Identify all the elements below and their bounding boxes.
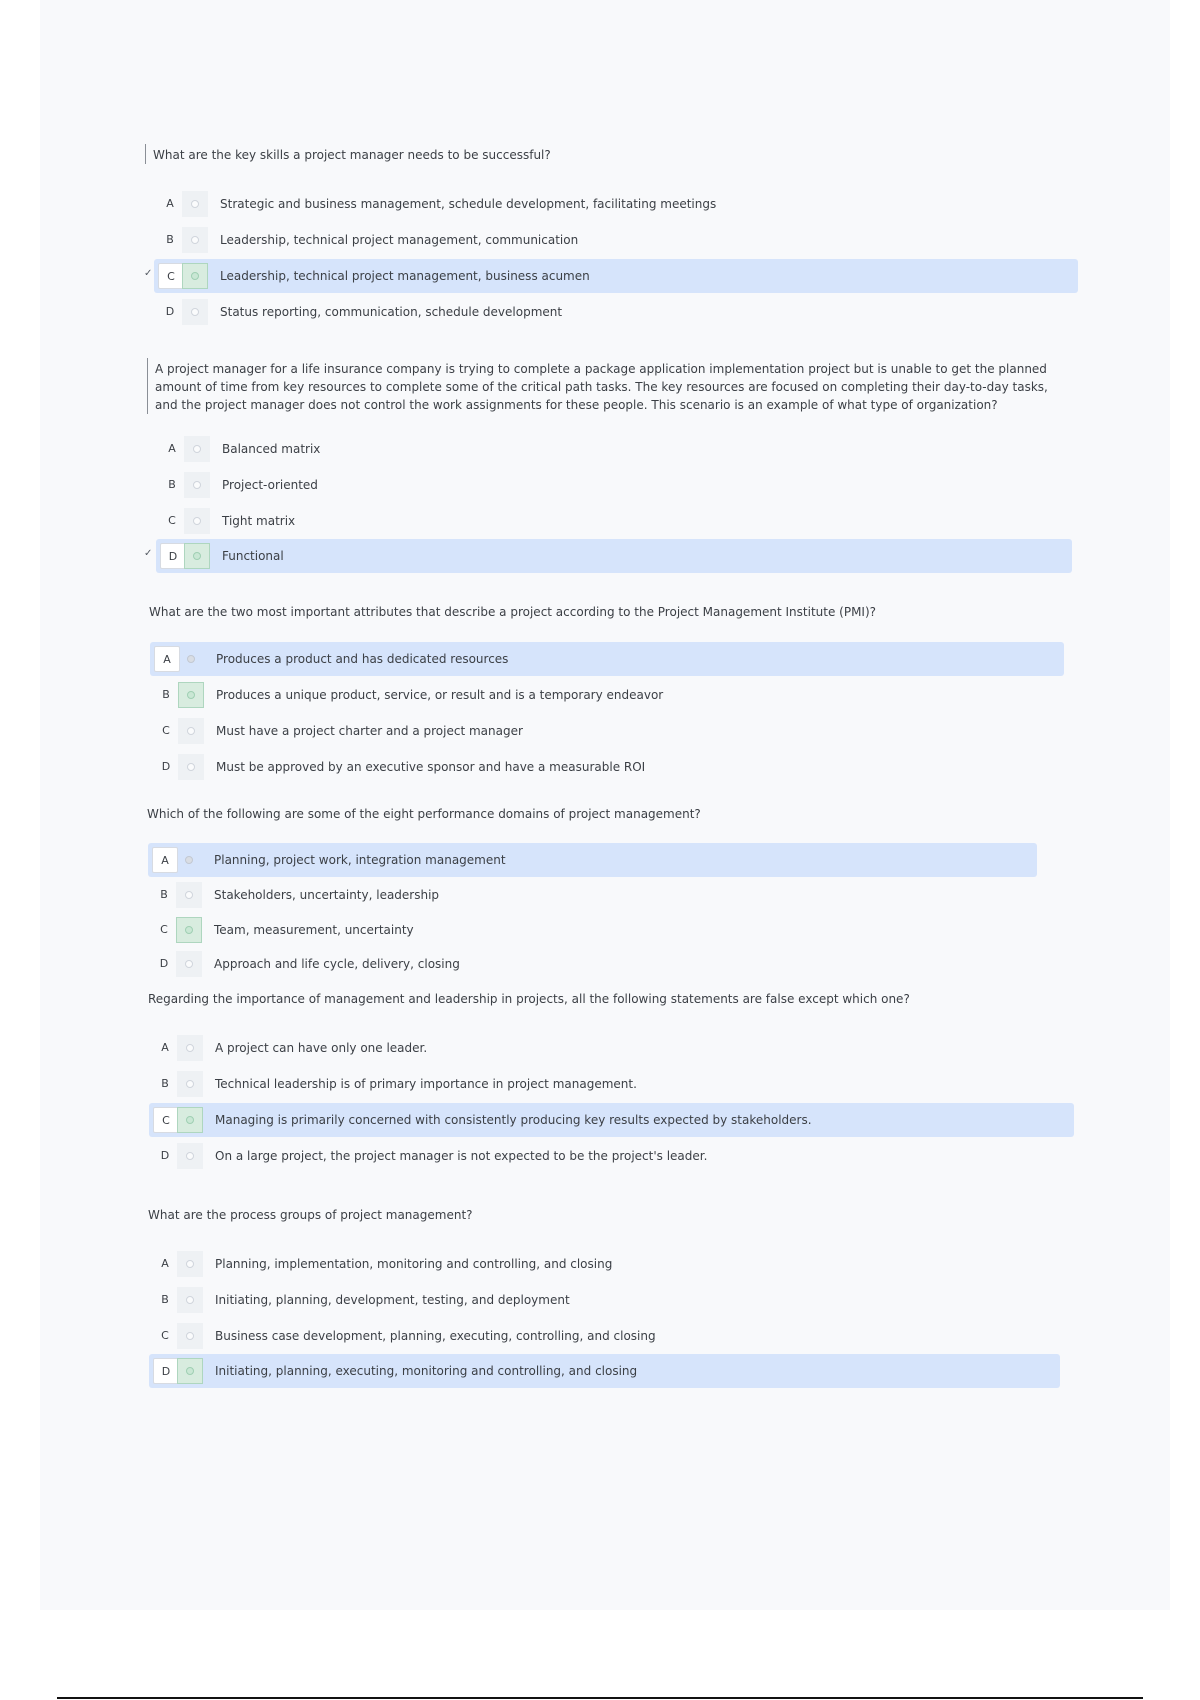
option-letter: B bbox=[160, 887, 168, 901]
radio-dot-icon bbox=[187, 763, 195, 771]
option-letter: A bbox=[152, 847, 178, 873]
radio-button[interactable] bbox=[176, 951, 202, 977]
option-letter: A bbox=[166, 196, 174, 210]
option-d-selected[interactable] bbox=[156, 539, 1072, 573]
radio-dot-icon bbox=[186, 1044, 194, 1052]
option-letter: B bbox=[161, 1076, 169, 1090]
option-text: Business case development, planning, executing, controlling, and closing bbox=[215, 1329, 656, 1343]
question-text: What are the process groups of project management? bbox=[148, 1208, 473, 1222]
radio-dot-icon bbox=[185, 960, 193, 968]
question-text: What are the key skills a project manager needs to be successful? bbox=[153, 148, 551, 162]
option-b[interactable] bbox=[149, 1283, 1060, 1317]
radio-dot-icon bbox=[191, 272, 199, 280]
radio-dot-icon bbox=[185, 856, 193, 864]
radio-button[interactable] bbox=[182, 299, 208, 325]
radio-button[interactable] bbox=[178, 718, 204, 744]
option-letter: D bbox=[160, 1148, 170, 1162]
radio-button-correct[interactable] bbox=[184, 543, 210, 569]
option-text: Must be approved by an executive sponsor and have a measurable ROI bbox=[216, 760, 646, 774]
option-b[interactable] bbox=[156, 468, 1072, 502]
option-letter: C bbox=[168, 513, 176, 527]
question-3 bbox=[149, 603, 1079, 621]
option-text: Status reporting, communication, schedule development bbox=[220, 305, 563, 319]
radio-dot-icon bbox=[187, 655, 195, 663]
option-text: Produces a product and has dedicated resources bbox=[216, 652, 509, 666]
option-text: Produces a unique product, service, or result and is a temporary endeavor bbox=[216, 688, 664, 702]
option-d[interactable] bbox=[148, 947, 1037, 981]
question-4 bbox=[147, 805, 1077, 823]
radio-dot-icon bbox=[191, 308, 199, 316]
option-text: Balanced matrix bbox=[222, 442, 321, 456]
option-text: Team, measurement, uncertainty bbox=[214, 923, 414, 937]
option-letter: A bbox=[154, 646, 180, 672]
question-text: A project manager for a life insurance company is trying to complete a package application implementation project but is unable to get the planned amount of time from key resources to complete some of the critical path tasks. The key resources are focused on completing their day-to-day tasks, and the project manager does not control the work assignments for these people. This scenario is an example of what type of organization? bbox=[155, 362, 1048, 412]
option-text: Tight matrix bbox=[222, 514, 296, 528]
option-d[interactable] bbox=[154, 295, 1078, 329]
radio-button[interactable] bbox=[184, 436, 210, 462]
question-1 bbox=[153, 146, 1083, 164]
option-c[interactable] bbox=[149, 1319, 1060, 1353]
option-d-selected[interactable] bbox=[149, 1354, 1060, 1388]
radio-button[interactable] bbox=[182, 227, 208, 253]
checkmark-icon: ✓ bbox=[144, 548, 153, 559]
option-letter: B bbox=[161, 1292, 169, 1306]
option-text: Initiating, planning, development, testing, and deployment bbox=[215, 1293, 570, 1307]
option-letter: D bbox=[160, 543, 186, 569]
radio-button[interactable] bbox=[176, 882, 202, 908]
radio-button[interactable] bbox=[177, 1143, 203, 1169]
radio-button[interactable] bbox=[177, 1287, 203, 1313]
question-6 bbox=[148, 1206, 1078, 1224]
option-c[interactable] bbox=[156, 504, 1072, 538]
option-c-selected[interactable] bbox=[149, 1103, 1074, 1137]
option-letter: C bbox=[158, 263, 184, 289]
option-a-selected[interactable] bbox=[150, 642, 1064, 676]
radio-dot-icon bbox=[186, 1332, 194, 1340]
option-b[interactable] bbox=[154, 223, 1078, 257]
option-a-selected[interactable] bbox=[148, 843, 1037, 877]
option-letter: C bbox=[162, 723, 170, 737]
option-letter: A bbox=[161, 1040, 169, 1054]
radio-dot-icon bbox=[186, 1152, 194, 1160]
radio-button[interactable] bbox=[177, 1251, 203, 1277]
option-letter: D bbox=[159, 956, 169, 970]
radio-button-correct[interactable] bbox=[177, 1107, 203, 1133]
option-text: Leadership, technical project management, business acumen bbox=[220, 269, 590, 283]
radio-button-correct[interactable] bbox=[182, 263, 208, 289]
radio-button[interactable] bbox=[177, 1323, 203, 1349]
option-letter: B bbox=[168, 477, 176, 491]
option-d[interactable] bbox=[149, 1139, 1074, 1173]
radio-dot-icon bbox=[186, 1260, 194, 1268]
radio-dot-icon bbox=[186, 1116, 194, 1124]
radio-button-correct[interactable] bbox=[176, 917, 202, 943]
option-text: Planning, project work, integration management bbox=[214, 853, 506, 867]
option-letter: D bbox=[161, 759, 171, 773]
radio-dot-icon bbox=[191, 236, 199, 244]
option-text: Planning, implementation, monitoring and controlling, and closing bbox=[215, 1257, 613, 1271]
radio-button[interactable] bbox=[182, 191, 208, 217]
option-c[interactable] bbox=[150, 714, 1064, 748]
radio-dot-icon bbox=[187, 727, 195, 735]
radio-button[interactable] bbox=[184, 508, 210, 534]
option-a[interactable] bbox=[149, 1031, 1074, 1065]
question-5 bbox=[148, 990, 1078, 1008]
radio-button[interactable] bbox=[178, 646, 204, 672]
question-2 bbox=[155, 360, 1073, 414]
option-letter: C bbox=[161, 1328, 169, 1342]
option-letter: D bbox=[153, 1358, 179, 1384]
option-c[interactable] bbox=[148, 913, 1037, 947]
option-text: Technical leadership is of primary importance in project management. bbox=[215, 1077, 637, 1091]
radio-dot-icon bbox=[185, 891, 193, 899]
option-text: Approach and life cycle, delivery, closing bbox=[214, 957, 460, 971]
radio-dot-icon bbox=[186, 1367, 194, 1375]
option-text: On a large project, the project manager is not expected to be the project's leader. bbox=[215, 1149, 708, 1163]
radio-dot-icon bbox=[186, 1296, 194, 1304]
option-letter: A bbox=[168, 441, 176, 455]
option-letter: C bbox=[153, 1107, 179, 1133]
question-text: What are the two most important attributes that describe a project according to the Project Management Institute (PMI)? bbox=[149, 605, 877, 619]
radio-dot-icon bbox=[185, 926, 193, 934]
question-text: Regarding the importance of management and leadership in projects, all the following statements are false except which one? bbox=[148, 992, 910, 1006]
radio-dot-icon bbox=[193, 552, 201, 560]
radio-dot-icon bbox=[193, 445, 201, 453]
option-text: A project can have only one leader. bbox=[215, 1041, 428, 1055]
question-text: Which of the following are some of the eight performance domains of project management? bbox=[147, 807, 701, 821]
option-b[interactable] bbox=[148, 878, 1037, 912]
option-b[interactable] bbox=[149, 1067, 1074, 1101]
radio-dot-icon bbox=[193, 481, 201, 489]
footer-divider bbox=[57, 1697, 1143, 1699]
option-letter: C bbox=[160, 922, 168, 936]
option-a[interactable] bbox=[156, 432, 1072, 466]
radio-dot-icon bbox=[187, 691, 195, 699]
option-letter: A bbox=[161, 1256, 169, 1270]
radio-button[interactable] bbox=[177, 1071, 203, 1097]
radio-dot-icon bbox=[186, 1080, 194, 1088]
option-letter: B bbox=[162, 687, 170, 701]
option-text: Leadership, technical project management, communication bbox=[220, 233, 579, 247]
option-a[interactable] bbox=[154, 187, 1078, 221]
option-text: Functional bbox=[222, 549, 284, 563]
radio-button[interactable] bbox=[177, 1035, 203, 1061]
option-text: Initiating, planning, executing, monitoring and controlling, and closing bbox=[215, 1364, 638, 1378]
radio-button[interactable] bbox=[176, 847, 202, 873]
option-text: Stakeholders, uncertainty, leadership bbox=[214, 888, 440, 902]
checkmark-icon: ✓ bbox=[144, 268, 153, 279]
radio-dot-icon bbox=[193, 517, 201, 525]
option-b[interactable] bbox=[150, 678, 1064, 712]
radio-button[interactable] bbox=[178, 754, 204, 780]
option-text: Must have a project charter and a project manager bbox=[216, 724, 523, 738]
option-c-selected[interactable] bbox=[154, 259, 1078, 293]
option-text: Managing is primarily concerned with consistently producing key results expected by stakeholders. bbox=[215, 1113, 812, 1127]
option-a[interactable] bbox=[149, 1247, 1060, 1281]
option-d[interactable] bbox=[150, 750, 1064, 784]
option-text: Project-oriented bbox=[222, 478, 318, 492]
radio-button[interactable] bbox=[184, 472, 210, 498]
option-letter: D bbox=[165, 304, 175, 318]
radio-dot-icon bbox=[191, 200, 199, 208]
radio-button-correct[interactable] bbox=[177, 1358, 203, 1384]
option-letter: B bbox=[166, 232, 174, 246]
radio-button-correct[interactable] bbox=[178, 682, 204, 708]
option-text: Strategic and business management, schedule development, facilitating meetings bbox=[220, 197, 717, 211]
